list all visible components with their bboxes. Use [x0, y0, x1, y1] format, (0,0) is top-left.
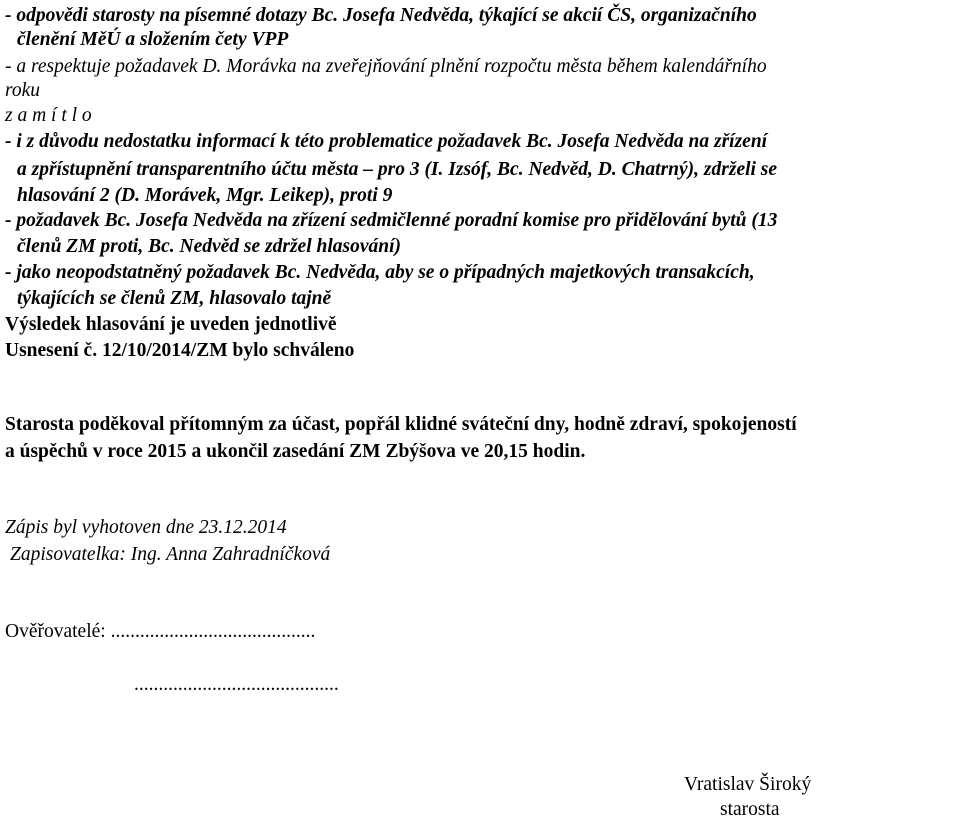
vote-line-7: a zpřístupnění transparentního účtu města – pro 3 (I. Izsóf, Bc. Nedvěd, D. Chatrný), zdrželi se — [17, 159, 778, 180]
vote-line-2: členění MěÚ a složením čety VPP — [17, 29, 289, 50]
signatory-role: starosta — [720, 799, 780, 820]
vote-line-8: hlasování 2 (D. Morávek, Mgr. Leikep), proti 9 — [17, 185, 393, 206]
vote-line-12: týkajících se členů ZM, hlasovalo tajně — [17, 288, 332, 309]
verifier-second: .......................................... — [134, 674, 339, 695]
written-on-date: Zápis byl vyhotoven dne 23.12.2014 — [5, 517, 287, 538]
vote-line-3: - a respektuje požadavek D. Morávka na zveřejňování plnění rozpočtu města během kalendářního — [5, 56, 767, 77]
resolution: Usnesení č. 12/10/2014/ZM bylo schváleno — [5, 340, 355, 361]
verifiers-label: Ověřovatelé: .......................................... — [5, 621, 316, 642]
closing-line-1: Starosta poděkoval přítomným za účast, popřál klidné sváteční dny, hodně zdraví, spokojeností — [5, 414, 797, 435]
vote-line-9: - požadavek Bc. Josefa Nedvěda na zřízení sedmičlenné poradní komise pro přidělování bytů (13 — [5, 210, 778, 231]
vote-line-6: - i z důvodu nedostatku informací k této problematice požadavek Bc. Josefa Nedvěda na zřízení — [5, 131, 768, 152]
vote-line-5: z a m í t l o — [5, 105, 92, 126]
vote-line-1: - odpovědi starosty na písemné dotazy Bc. Josefa Nedvěda, týkající se akcií ČS, organizačního — [5, 5, 757, 26]
vote-result: Výsledek hlasování je uveden jednotlivě — [5, 314, 337, 335]
vote-line-10: členů ZM proti, Bc. Nedvěd se zdržel hlasování) — [17, 236, 402, 257]
closing-line-2: a úspěchů v roce 2015 a ukončil zasedání ZM Zbýšova ve 20,15 hodin. — [5, 441, 586, 462]
vote-line-4: roku — [5, 80, 41, 101]
vote-line-11: - jako neopodstatněný požadavek Bc. Nedvěda, aby se o případných majetkových transakcích, — [5, 262, 755, 283]
signatory-name: Vratislav Široký — [684, 774, 812, 795]
recorder: Zapisovatelka: Ing. Anna Zahradníčková — [10, 544, 331, 565]
